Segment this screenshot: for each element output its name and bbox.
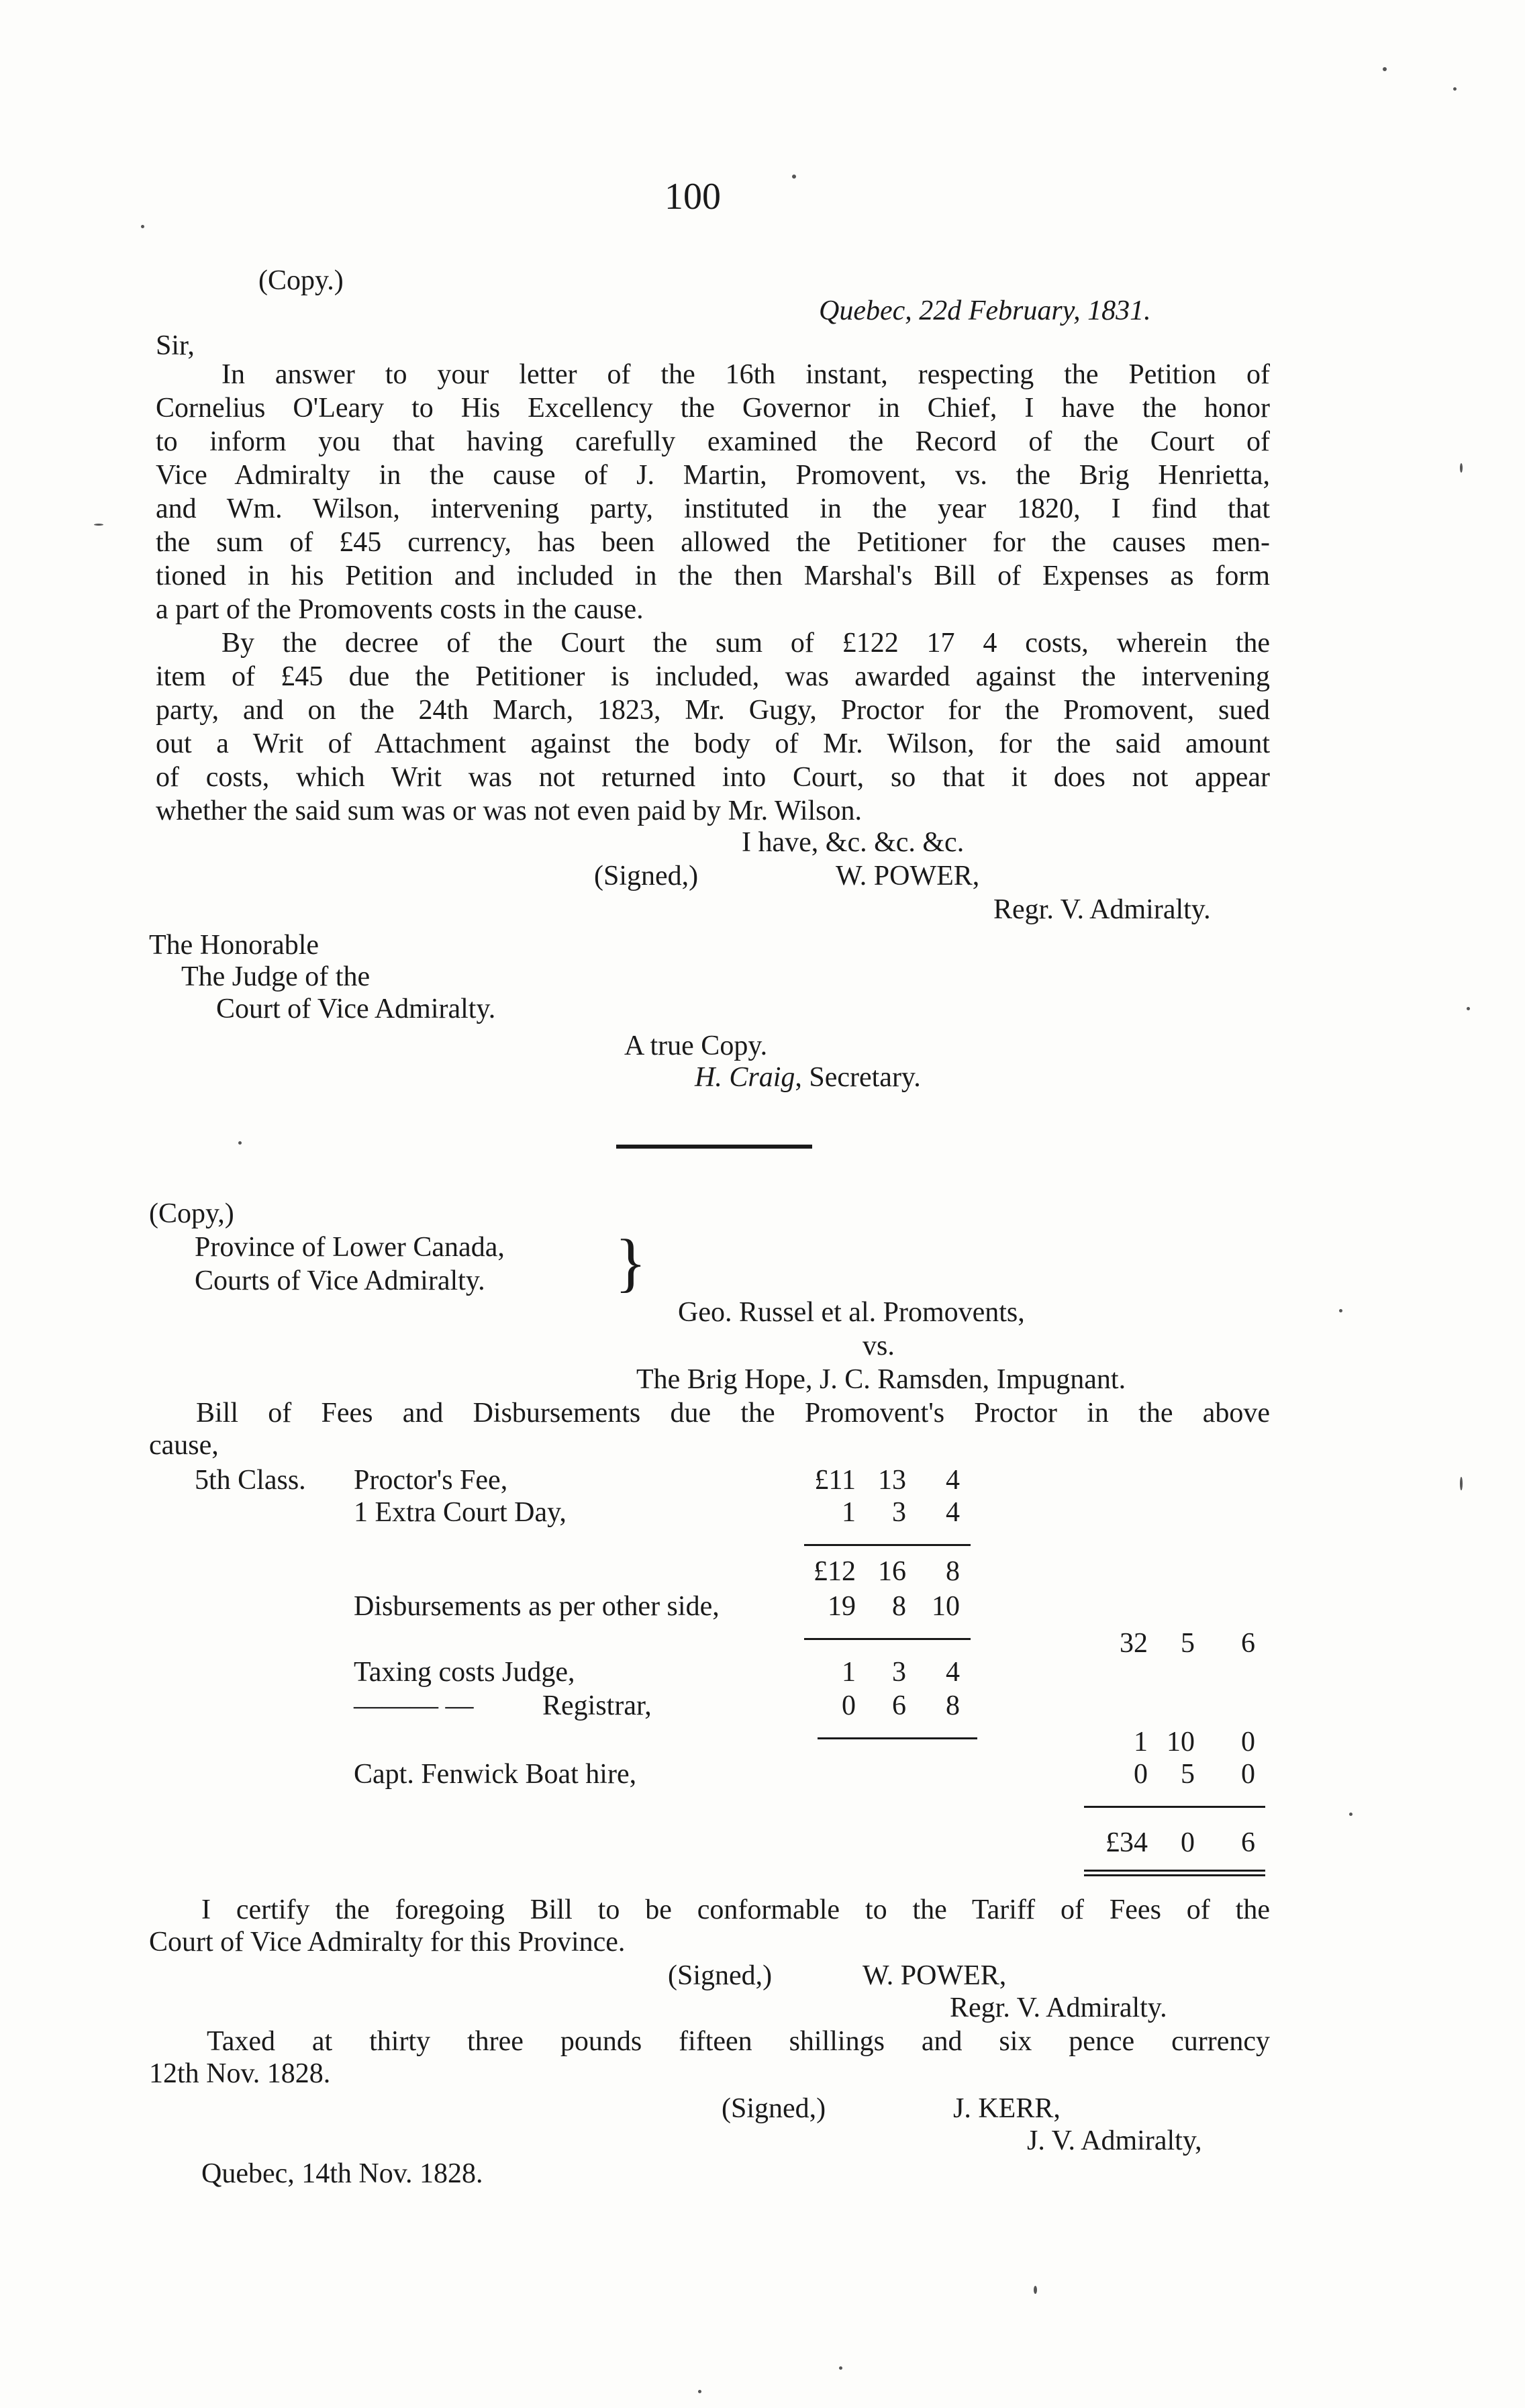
grand-total-pounds: £34 bbox=[1105, 1827, 1148, 1858]
amount-shillings: 6 bbox=[892, 1690, 906, 1721]
amount-shillings: 5 bbox=[1181, 1759, 1195, 1790]
letter-place-date: Quebec, 22d February, 1831. bbox=[819, 295, 1151, 326]
scan-speck bbox=[141, 225, 144, 228]
subtotal-shillings: 16 bbox=[878, 1556, 906, 1587]
amount-shillings: 3 bbox=[892, 1657, 906, 1688]
letter-para1-line: In answer to your letter of the 16th instant, respecting the Petition of bbox=[222, 359, 1270, 390]
section-divider bbox=[616, 1145, 812, 1149]
scan-speck bbox=[238, 1141, 242, 1145]
taxing-total-shillings: 10 bbox=[1167, 1727, 1195, 1757]
addressee-line: The Honorable bbox=[149, 930, 319, 961]
bill-copy-label: (Copy,) bbox=[149, 1198, 234, 1229]
scan-speck bbox=[1349, 1813, 1352, 1816]
amount-pence: 8 bbox=[946, 1690, 960, 1721]
amount-pounds: 0 bbox=[1134, 1759, 1148, 1790]
letter-para2-line: of costs, which Writ was not returned into Court, so that it does not appear bbox=[156, 762, 1270, 793]
bill-heading: Bill of Fees and Disbursements due the Promovent's Proctor in the above bbox=[196, 1398, 1270, 1429]
bill-signer-title: Regr. V. Admiralty. bbox=[950, 1992, 1167, 2023]
rule bbox=[818, 1737, 977, 1739]
amount-pence: 10 bbox=[932, 1591, 960, 1622]
amount-pounds: 0 bbox=[842, 1690, 856, 1721]
bill-province: Province of Lower Canada, bbox=[195, 1232, 505, 1263]
secretary-title: , Secretary. bbox=[795, 1062, 921, 1093]
rule bbox=[804, 1638, 971, 1640]
letter-signed-label: (Signed,) bbox=[594, 861, 699, 892]
amount-shillings: 3 bbox=[892, 1497, 906, 1528]
letter-para1-line: to inform you that having carefully examined the Record of the Court of bbox=[156, 426, 1270, 457]
addressee-line: The Judge of the bbox=[181, 961, 371, 992]
bill-party: Geo. Russel et al. Promovents, bbox=[678, 1297, 1025, 1328]
scan-speck bbox=[1467, 1007, 1470, 1010]
class-label: 5th Class. bbox=[195, 1465, 306, 1496]
letter-closing: I have, &c. &c. &c. bbox=[742, 827, 965, 858]
subtotal-pence: 8 bbox=[946, 1556, 960, 1587]
letter-para1-line: Cornelius O'Leary to His Excellency the Governor in Chief, I have the honor bbox=[156, 393, 1270, 424]
bill-party: The Brig Hope, J. C. Ramsden, Impugnant. bbox=[636, 1364, 1126, 1395]
amount-pounds: 19 bbox=[828, 1591, 856, 1622]
scan-speck bbox=[1460, 463, 1463, 473]
bill-versus: vs. bbox=[863, 1331, 895, 1361]
letter-para1-line: and Wm. Wilson, intervening party, instituted in the year 1820, I find that bbox=[156, 493, 1270, 524]
item-label: Proctor's Fee, bbox=[354, 1465, 508, 1496]
secretary-name: H. Craig bbox=[695, 1062, 795, 1093]
scan-speck bbox=[94, 524, 103, 526]
scan-speck bbox=[1339, 1309, 1342, 1312]
subtotal-pounds: £12 bbox=[814, 1556, 856, 1587]
taxed-line: 12th Nov. 1828. bbox=[149, 2058, 331, 2089]
amount-pounds: 1 bbox=[842, 1657, 856, 1688]
bill-signed2-label: (Signed,) bbox=[722, 2093, 826, 2124]
scan-speck bbox=[839, 2366, 842, 2370]
scan-speck bbox=[792, 175, 796, 179]
letter-signer-title: Regr. V. Admiralty. bbox=[993, 894, 1211, 925]
amount-pence: 4 bbox=[946, 1497, 960, 1528]
total-shillings: 5 bbox=[1181, 1628, 1195, 1659]
certify-line: I certify the foregoing Bill to be conformable to the Tariff of Fees of the bbox=[201, 1894, 1270, 1925]
item-label: Disbursements as per other side, bbox=[354, 1591, 720, 1622]
taxing-total-pounds: 1 bbox=[1134, 1727, 1148, 1757]
registrar-dashes: ——— — bbox=[354, 1690, 474, 1721]
item-label: Taxing costs Judge, bbox=[354, 1657, 575, 1688]
item-label: Registrar, bbox=[542, 1690, 652, 1721]
total-pence: 6 bbox=[1241, 1628, 1255, 1659]
amount-pence: 0 bbox=[1241, 1759, 1255, 1790]
amount-shillings: 13 bbox=[878, 1465, 906, 1496]
page-number: 100 bbox=[665, 176, 721, 218]
letter-signer: W. POWER, bbox=[836, 861, 980, 892]
item-label: Capt. Fenwick Boat hire, bbox=[354, 1759, 637, 1790]
total-pounds: 32 bbox=[1120, 1628, 1148, 1659]
bill-courts: Courts of Vice Admiralty. bbox=[195, 1265, 485, 1296]
letter-para2-line: item of £45 due the Petitioner is included, was awarded against the intervening bbox=[156, 661, 1270, 692]
letter-salutation: Sir, bbox=[156, 330, 195, 361]
scan-speck bbox=[1453, 87, 1457, 91]
amount-shillings: 8 bbox=[892, 1591, 906, 1622]
rule bbox=[804, 1544, 971, 1546]
letter-para1-line: a part of the Promovents costs in the cause. bbox=[156, 594, 644, 625]
amount-pence: 4 bbox=[946, 1465, 960, 1496]
rule bbox=[1084, 1806, 1265, 1808]
bill-signed-label: (Signed,) bbox=[668, 1960, 773, 1991]
addressee-line: Court of Vice Admiralty. bbox=[216, 994, 496, 1024]
letter-para2-line: whether the said sum was or was not even paid by Mr. Wilson. bbox=[156, 796, 863, 826]
letter-para1-line: tioned in his Petition and included in the then Marshal's Bill of Expenses as form bbox=[156, 561, 1270, 591]
taxed-line: Taxed at thirty three pounds fifteen shillings and six pence currency bbox=[207, 2026, 1270, 2057]
item-label: 1 Extra Court Day, bbox=[354, 1497, 567, 1528]
letter-para2-line: out a Writ of Attachment against the body of Mr. Wilson, for the said amount bbox=[156, 728, 1270, 759]
bill-signer2-title: J. V. Admiralty, bbox=[1027, 2125, 1202, 2156]
bill-place-date: Quebec, 14th Nov. 1828. bbox=[201, 2158, 483, 2189]
grand-total-shillings: 0 bbox=[1181, 1827, 1195, 1858]
letter-para2-line: By the decree of the Court the sum of £122 17 4 costs, wherein the bbox=[222, 628, 1270, 659]
bill-signer: W. POWER, bbox=[863, 1960, 1007, 1991]
scan-speck bbox=[698, 2390, 701, 2393]
taxing-total-pence: 0 bbox=[1241, 1727, 1255, 1757]
scan-speck bbox=[1034, 2286, 1037, 2294]
secretary-line bbox=[695, 1062, 921, 1093]
brace-symbol: } bbox=[615, 1226, 647, 1299]
scan-speck bbox=[1383, 67, 1387, 71]
amount-pounds: 1 bbox=[842, 1497, 856, 1528]
amount-pounds: £11 bbox=[814, 1465, 856, 1496]
amount-pence: 4 bbox=[946, 1657, 960, 1688]
letter-para2-line: party, and on the 24th March, 1823, Mr. Gugy, Proctor for the Promovent, sued bbox=[156, 695, 1270, 726]
rule bbox=[1084, 1874, 1265, 1876]
scan-speck bbox=[1460, 1477, 1463, 1490]
true-copy: A true Copy. bbox=[624, 1030, 768, 1061]
certify-line: Court of Vice Admiralty for this Province. bbox=[149, 1927, 626, 1958]
grand-total-pence: 6 bbox=[1241, 1827, 1255, 1858]
rule bbox=[1084, 1870, 1265, 1872]
bill-heading: cause, bbox=[149, 1430, 219, 1461]
letter-copy-label: (Copy.) bbox=[258, 265, 344, 296]
letter-para1-line: the sum of £45 currency, has been allowed the Petitioner for the causes men- bbox=[156, 527, 1270, 558]
letter-para1-line: Vice Admiralty in the cause of J. Martin, Promovent, vs. the Brig Henrietta, bbox=[156, 460, 1270, 491]
bill-signer2: J. KERR, bbox=[953, 2093, 1061, 2124]
